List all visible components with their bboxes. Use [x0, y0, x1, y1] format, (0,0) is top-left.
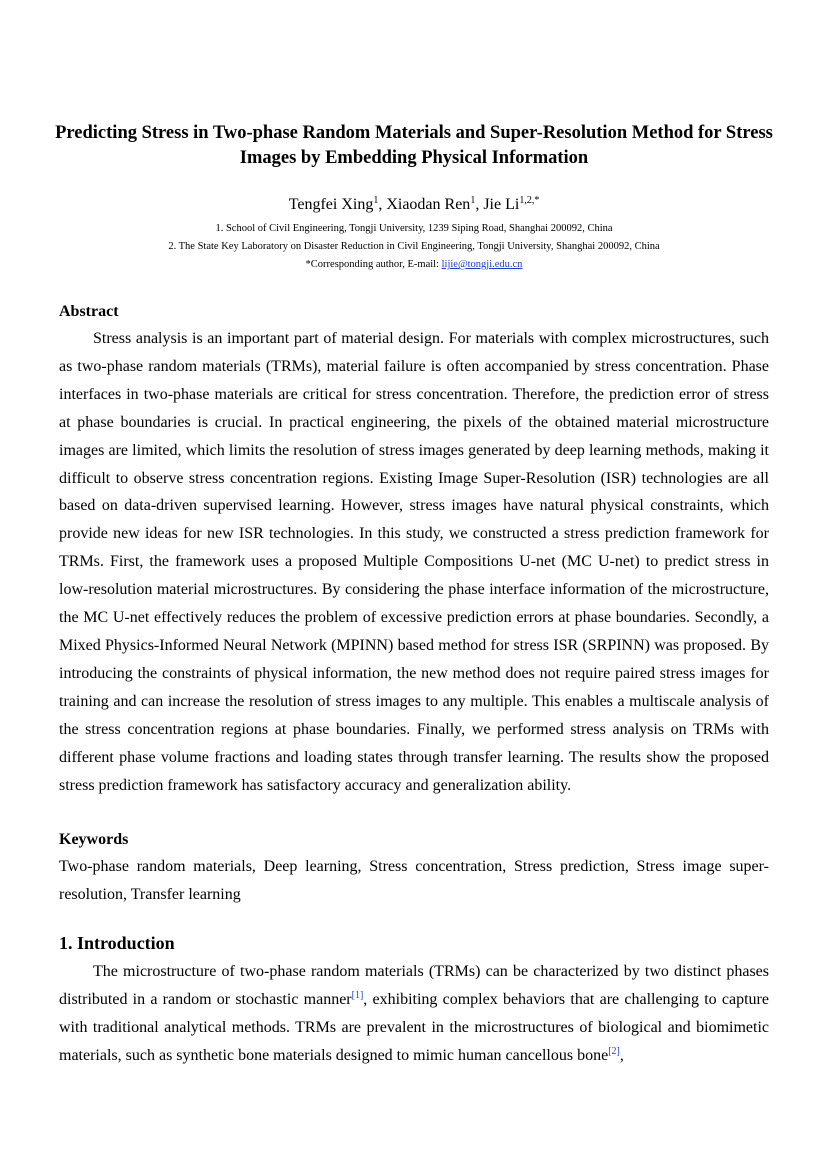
- citation-link[interactable]: [1]: [351, 989, 364, 1001]
- introduction-text: [59, 958, 769, 1070]
- author-name: Xiaodan Ren: [386, 196, 471, 213]
- citation-link[interactable]: [2]: [608, 1045, 620, 1057]
- email-link[interactable]: lijie@tongji.edu.cn: [441, 259, 523, 270]
- intro-text-part: , exhibiting complex behaviors that are challenging to capture with traditional analytical methods. TRMs are prevalent in the microstructures of biological and biomimetic materials, such as synthetic bone materials designed to mimic human cancellous bone: [59, 990, 769, 1064]
- author-affiliation-mark: 1: [373, 195, 379, 206]
- paper-title: Predicting Stress in Two-phase Random Materials and Super-Resolution Method for Stress Images by Embedding Physical Information: [55, 123, 773, 168]
- intro-text-part: The microstructure of two-phase random materials (TRMs) can be characterized by two distinct phases distributed in a random or stochastic manner: [59, 963, 769, 1008]
- author-name: Jie Li: [483, 196, 520, 213]
- author-list: Tengfei Xing$^1$, Xiaodan Ren$^1$, Jie $Li^{1,2,*}$: [288, 195, 540, 213]
- corresponding-author: [0, 258, 828, 272]
- keywords-text: Two-phase random materials, Deep learning, Stress concentration, Stress prediction, Stress image super-resolution, Transfer learning: [59, 858, 769, 903]
- abstract-heading: Abstract: [59, 303, 119, 320]
- intro-text-part: ,: [619, 1046, 624, 1064]
- affiliation-1: 1. School of Civil Engineering, Tongji University, 1239 Siping Road, Shanghai 200092, China: [215, 223, 613, 234]
- affiliation-2: 2. The State Key Laboratory on Disaster Reduction in Civil Engineering, Tongji University, Shanghai 200092, China: [168, 241, 660, 252]
- author-name: Tengfei Xing: [288, 196, 374, 213]
- introduction-heading: 1. Introduction: [59, 933, 175, 953]
- keywords-heading: Keywords: [59, 831, 129, 848]
- abstract-text: Stress analysis is an important part of material design. For materials with complex microstructures, such as two-phase random materials (TRMs), material failure is often accompanied by stress concentration. Phase interfaces in two-phase materials are critical for stress concentration. Therefore, the prediction error of stress at phase boundaries is crucial. In practical engineering, the pixels of the obtained material microstructure images are limited, which limits the resolution of stress images generated by deep learning methods, making it difficult to observe stress concentration regions. Existing Image Super-Resolution (ISR) technologies are all based on data-driven supervised learning. However, stress images have natural physical constraints, which provide new ideas for new ISR technologies. In this study, we constructed a stress prediction framework for TRMs. First, the framework uses a proposed Multiple Compositions U-net (MC U-net) to predict stress in low-resolution material microstructures. By considering the phase interface information of the microstructure, the MC U-net effectively reduces the problem of excessive prediction errors at phase boundaries. Secondly, a Mixed Physics-Informed Neural Network (MPINN) based method for stress ISR (SRPINN) was proposed. By introducing the constraints of physical information, the new method does not require paired stress images for training and can increase the resolution of stress images to any multiple. This enables a multiscale analysis of the stress concentration regions at phase boundaries. Finally, we performed stress analysis on TRMs with different phase volume fractions and loading states through transfer learning. The results show the proposed stress prediction framework has satisfactory accuracy and generalization ability.: [59, 330, 769, 794]
- corresponding-label: *Corresponding author, E-mail:: [305, 259, 442, 270]
- author-affiliation-mark: 1: [470, 195, 476, 206]
- author-affiliation-mark: 1,2,*: [519, 195, 540, 206]
